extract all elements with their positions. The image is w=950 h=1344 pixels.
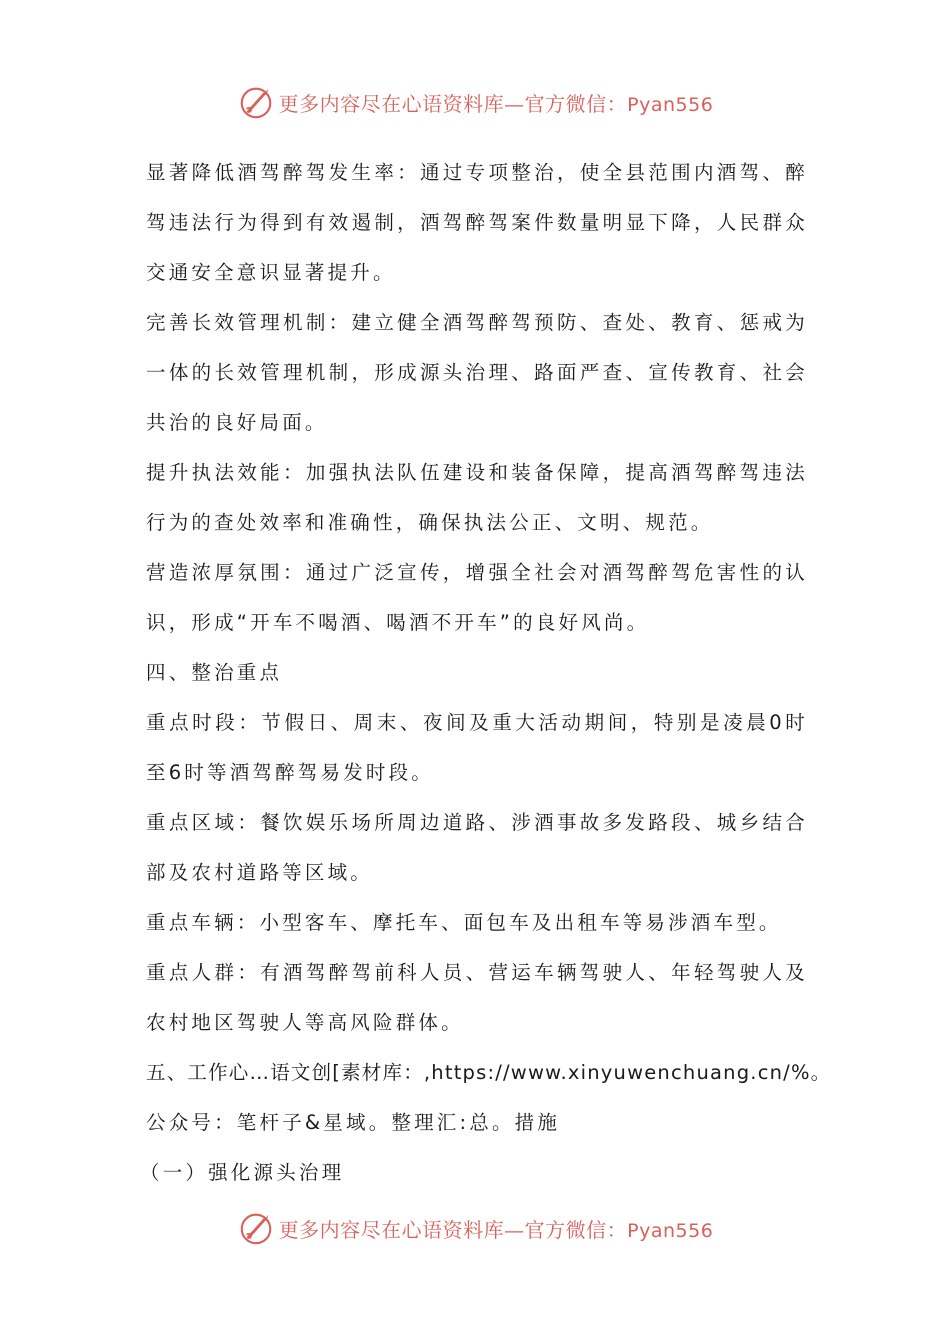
paragraph: 重点时段：节假日、周末、夜间及重大活动期间，特别是凌晨0时至6时等酒驾醉驾易发时段。 (146, 711, 808, 784)
section-heading-with-source: 五、工作心…语文创[素材库：,https://www.xinyuwenchuang.cn/%。 (146, 1061, 832, 1084)
paragraph: 完善长效管理机制：建立健全酒驾醉驾预防、查处、教育、惩戒为一体的长效管理机制，形成源头治理、路面严查、宣传教育、社会共治的良好局面。 (146, 311, 808, 434)
section-heading: 四、整治重点 (146, 661, 283, 684)
pen-logo-icon (237, 83, 275, 121)
paragraph: 重点区域：餐饮娱乐场所周边道路、涉酒事故多发路段、城乡结合部及农村道路等区域。 (146, 811, 808, 884)
banner-wechat-label: 官方微信： (524, 91, 628, 116)
banner-text (279, 1214, 714, 1243)
banner-wechat-id: Pyan556 (627, 93, 714, 116)
banner-separator: — (504, 91, 525, 116)
paragraph: 提升执法效能：加强执法队伍建设和装备保障，提高酒驾醉驾违法行为的查处效率和准确性，确保执法公正、文明、规范。 (146, 461, 808, 534)
banner-separator: — (504, 1217, 525, 1242)
document-body (140, 148, 832, 1198)
paragraph: 公众号：笔杆子&星域。整理汇:总。措施 (146, 1111, 561, 1134)
header-banner (0, 82, 950, 122)
paragraph: 重点车辆：小型客车、摩托车、面包车及出租车等易涉酒车型。 (146, 911, 782, 934)
banner-wechat-label: 官方微信： (524, 1217, 628, 1242)
paragraph: 显著降低酒驾醉驾发生率：通过专项整治，使全县范围内酒驾、醉驾违法行为得到有效遏制，酒驾醉驾案件数量明显下降，人民群众交通安全意识显著提升。 (146, 161, 808, 284)
subsection-heading: （一）强化源头治理 (140, 1161, 345, 1184)
banner-wechat-id: Pyan556 (627, 1219, 714, 1242)
banner-slogan: 更多内容尽在心语资料库 (278, 91, 505, 116)
paragraph: 营造浓厚氛围：通过广泛宣传，增强全社会对酒驾醉驾危害性的认识，形成“开车不喝酒、喝酒不开车”的良好风尚。 (146, 561, 808, 634)
banner-slogan: 更多内容尽在心语资料库 (278, 1217, 505, 1242)
banner-text (279, 88, 714, 117)
pen-logo-icon (237, 1209, 275, 1247)
footer-banner (0, 1208, 950, 1248)
paragraph: 重点人群：有酒驾醉驾前科人员、营运车辆驾驶人、年轻驾驶人及农村地区驾驶人等高风险群体。 (146, 961, 808, 1034)
